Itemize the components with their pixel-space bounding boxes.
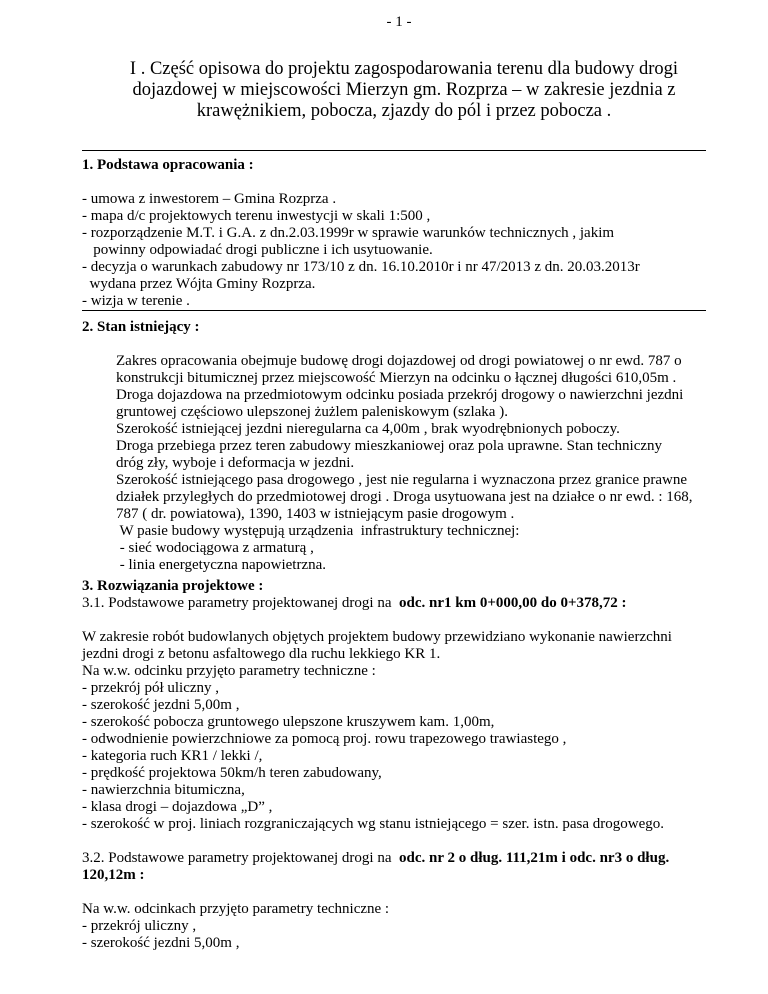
section-2-heading: 2. Stan istniejący : [82,319,200,335]
text-line: - decyzja o warunkach zabudowy nr 173/10 z dn. 16.10.2010r i nr 47/2013 z dn. 20.03.2013r [82,259,640,275]
text-line: wydana przez Wójta Gminy Rozprza. [82,276,316,292]
section-1-heading: 1. Podstawa opracowania : [82,157,254,173]
text-line: W zakresie robót budowlanych objętych projektem budowy przewidziano wykonanie nawierzchni [82,629,672,645]
page-number: - 1 - [386,14,412,30]
text-line: - klasa drogi – dojazdowa „D” , [82,799,273,815]
text-line: dróg zły, wyboje i deformacja w jezdni. [116,455,355,471]
section-2 [82,319,728,574]
section-1-body [82,191,728,310]
text-line: - linia energetyczna napowietrzna. [116,557,327,573]
document-title: I . Część opisowa do projektu zagospodarowania terenu dla budowy drogi dojazdowej w miejscowości Mierzyn gm. Rozprza – w zakresie jezdnia z krawężnikiem, pobocza, zjazdy do pól i przez pobocza . [129,59,679,121]
text-line: - szerokość w proj. liniach rozgraniczających wg stanu istniejącego = szer. istn. pasa drogowego. [82,816,665,832]
subsection-3-1-heading [82,595,728,612]
text-line: - rozporządzenie M.T. i G.A. z dn.2.03.1999r w sprawie warunków technicznych , jakim [82,225,615,241]
text-line: - wizja w terenie . [82,293,190,309]
text-line: jezdni drogi z betonu asfaltowego dla ruchu lekkiego KR 1. [82,646,441,662]
subsection-3-2-range: odc. nr 2 o dług. 111,21m i odc. nr3 o dług. [399,850,670,866]
text-line: - mapa d/c projektowych terenu inwestycji w skali 1:500 , [82,208,431,224]
text-line: - przekrój uliczny , [82,918,197,934]
divider [82,150,706,151]
text-line: Na w.w. odcinku przyjęto parametry techniczne : [82,663,376,679]
text-line: - szerokość pobocza gruntowego ulepszone kruszywem kam. 1,00m, [82,714,495,730]
section-3-heading: 3. Rozwiązania projektowe : [82,578,264,594]
text-line: - umowa z inwestorem – Gmina Rozprza . [82,191,337,207]
text-line: Na w.w. odcinkach przyjęto parametry techniczne : [82,901,390,917]
subsection-3-1-prefix: 3.1. Podstawowe parametry projektowanej drogi na [82,595,399,611]
text-line: Droga dojazdowa na przedmiotowym odcinku posiada przekrój drogowy o nawierzchni jezdni [116,387,684,403]
text-line: - sieć wodociągowa z armaturą , [116,540,314,556]
subsection-3-2-range-cont: 120,12m : [82,867,145,883]
subsection-3-1-body [82,629,728,833]
text-line: W pasie budowy występują urządzenia infrastruktury technicznej: [116,523,520,539]
subsection-3-2-heading [82,850,728,867]
section-3 [82,578,728,952]
text-line: 787 ( dr. powiatowa), 1390, 1403 w istniejącym pasie drogowym . [116,506,515,522]
text-line: - odwodnienie powierzchniowe za pomocą proj. rowu trapezowego trawiastego , [82,731,567,747]
text-line: Zakres opracowania obejmuje budowę drogi dojazdowej od drogi powiatowej o nr ewd. 787 o [116,353,682,369]
text-line: Szerokość istniejącej jezdni nieregularna ca 4,00m , brak wyodrębnionych poboczy. [116,421,620,437]
text-line: - prędkość projektowa 50km/h teren zabudowany, [82,765,382,781]
subsection-3-2-prefix: 3.2. Podstawowe parametry projektowanej drogi na [82,850,399,866]
text-line: działek przyległych do przedmiotowej drogi . Droga usytuowana jest na działce o nr ewd. : 168, [116,489,693,505]
text-line: powinny odpowiadać drogi publiczne i ich usytuowanie. [82,242,433,258]
section-1 [82,157,728,310]
text-line: - kategoria ruch KR1 / lekki /, [82,748,263,764]
text-line: konstrukcji bitumicznej przez miejscowość Mierzyn na odcinku o łącznej długości 610,05m . [116,370,677,386]
text-line: gruntowej częściowo ulepszonej żużlem paleniskowym (szlaka ). [116,404,508,420]
text-line: - przekrój pół uliczny , [82,680,220,696]
text-line: Szerokość istniejącego pasa drogowego , jest nie regularna i wyznaczona przez granice prawne [116,472,687,488]
text-line: Droga przebiega przez teren zabudowy mieszkaniowej oraz pola uprawne. Stan techniczny [116,438,663,454]
subsection-3-2-body [82,901,728,952]
text-line: - szerokość jezdni 5,00m , [82,697,240,713]
subsection-3-1-range: odc. nr1 km 0+000,00 do 0+378,72 : [399,595,627,611]
divider [82,310,706,311]
section-2-body [82,353,728,574]
text-line: - szerokość jezdni 5,00m , [82,935,240,951]
text-line: - nawierzchnia bitumiczna, [82,782,245,798]
